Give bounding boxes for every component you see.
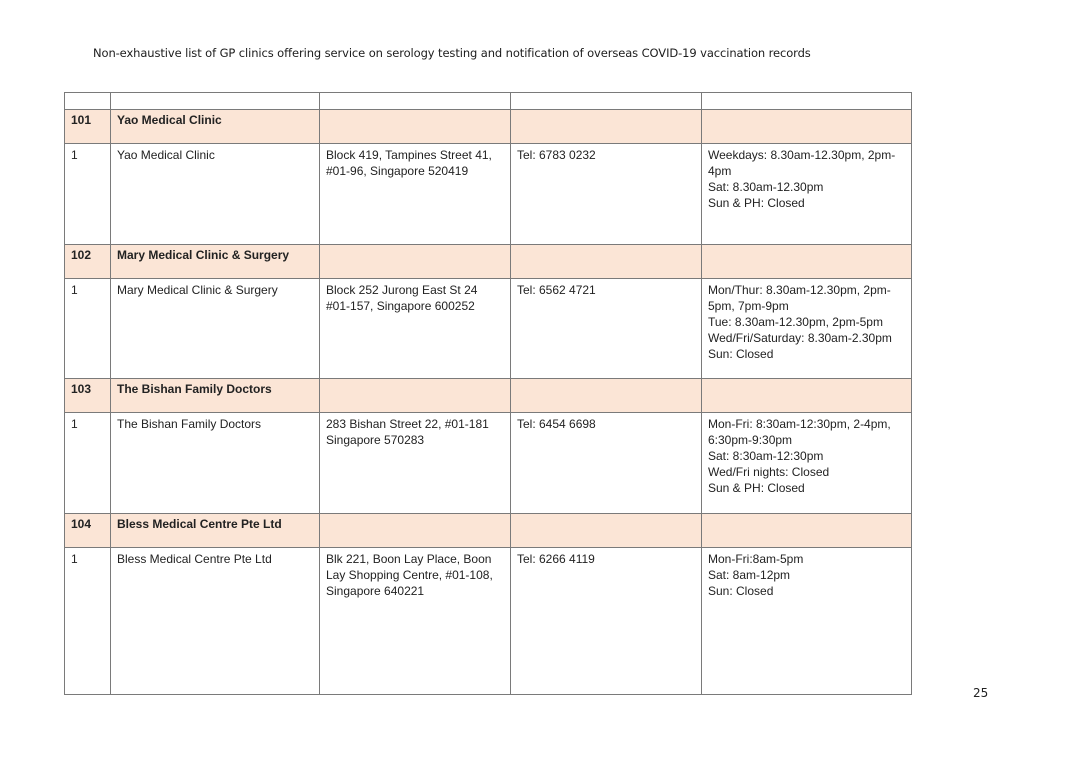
clinic-tel: Tel: 6562 4721 — [511, 279, 702, 379]
hours-line: Mon/Thur: 8.30am-12.30pm, 2pm- — [708, 283, 891, 297]
hours-line: Wed/Fri/Saturday: 8.30am-2.30pm — [708, 331, 892, 345]
clinic-hours — [702, 413, 912, 514]
clinic-address: 283 Bishan Street 22, #01-181 Singapore 570283 — [320, 413, 511, 514]
hours-line: Sat: 8:30am-12:30pm — [708, 449, 824, 463]
page-title: Non-exhaustive list of GP clinics offering service on serology testing and notification of overseas COVID-19 vaccination records — [93, 46, 811, 60]
clinic-tel: Tel: 6783 0232 — [511, 144, 702, 245]
group-name: Mary Medical Clinic & Surgery — [111, 245, 320, 279]
page-number: 25 — [973, 686, 989, 700]
clinic-name: Yao Medical Clinic — [111, 144, 320, 245]
group-number: 101 — [65, 110, 111, 144]
clinic-group-row — [65, 514, 912, 548]
table-header-spacer-row — [65, 93, 912, 110]
item-number: 1 — [65, 548, 111, 695]
clinic-hours — [702, 279, 912, 379]
clinic-detail-row — [65, 144, 912, 245]
group-name: The Bishan Family Doctors — [111, 379, 320, 413]
item-number: 1 — [65, 413, 111, 514]
clinic-detail-row — [65, 279, 912, 379]
clinic-name: Mary Medical Clinic & Surgery — [111, 279, 320, 379]
hours-line: 6:30pm-9:30pm — [708, 433, 793, 447]
hours-line: Sun: Closed — [708, 347, 774, 361]
group-number: 103 — [65, 379, 111, 413]
clinic-hours — [702, 548, 912, 695]
hours-line: Sat: 8.30am-12.30pm — [708, 180, 824, 194]
group-number: 104 — [65, 514, 111, 548]
clinic-detail-row — [65, 548, 912, 695]
hours-line: Weekdays: 8.30am-12.30pm, 2pm- — [708, 148, 896, 162]
clinic-name: The Bishan Family Doctors — [111, 413, 320, 514]
clinic-address: Block 252 Jurong East St 24 #01-157, Singapore 600252 — [320, 279, 511, 379]
hours-line: Sun & PH: Closed — [708, 196, 805, 210]
clinic-address: Block 419, Tampines Street 41, #01-96, Singapore 520419 — [320, 144, 511, 245]
clinic-detail-row — [65, 413, 912, 514]
hours-line: Sun & PH: Closed — [708, 481, 805, 495]
item-number: 1 — [65, 279, 111, 379]
clinic-name: Bless Medical Centre Pte Ltd — [111, 548, 320, 695]
group-name: Bless Medical Centre Pte Ltd — [111, 514, 320, 548]
group-number: 102 — [65, 245, 111, 279]
hours-line: 4pm — [708, 164, 732, 178]
hours-line: Mon-Fri:8am-5pm — [708, 552, 804, 566]
clinic-group-row — [65, 110, 912, 144]
hours-line: Wed/Fri nights: Closed — [708, 465, 830, 479]
hours-line: Sat: 8am-12pm — [708, 568, 791, 582]
clinic-group-row — [65, 245, 912, 279]
clinic-tel: Tel: 6454 6698 — [511, 413, 702, 514]
clinic-table — [64, 92, 912, 695]
clinic-group-row — [65, 379, 912, 413]
clinic-address: Blk 221, Boon Lay Place, Boon Lay Shopping Centre, #01-108, Singapore 640221 — [320, 548, 511, 695]
hours-line: Mon-Fri: 8:30am-12:30pm, 2-4pm, — [708, 417, 891, 431]
hours-line: 5pm, 7pm-9pm — [708, 299, 789, 313]
group-name: Yao Medical Clinic — [111, 110, 320, 144]
clinic-tel: Tel: 6266 4119 — [511, 548, 702, 695]
hours-line: Sun: Closed — [708, 584, 774, 598]
hours-line: Tue: 8.30am-12.30pm, 2pm-5pm — [708, 315, 883, 329]
clinic-hours — [702, 144, 912, 245]
item-number: 1 — [65, 144, 111, 245]
